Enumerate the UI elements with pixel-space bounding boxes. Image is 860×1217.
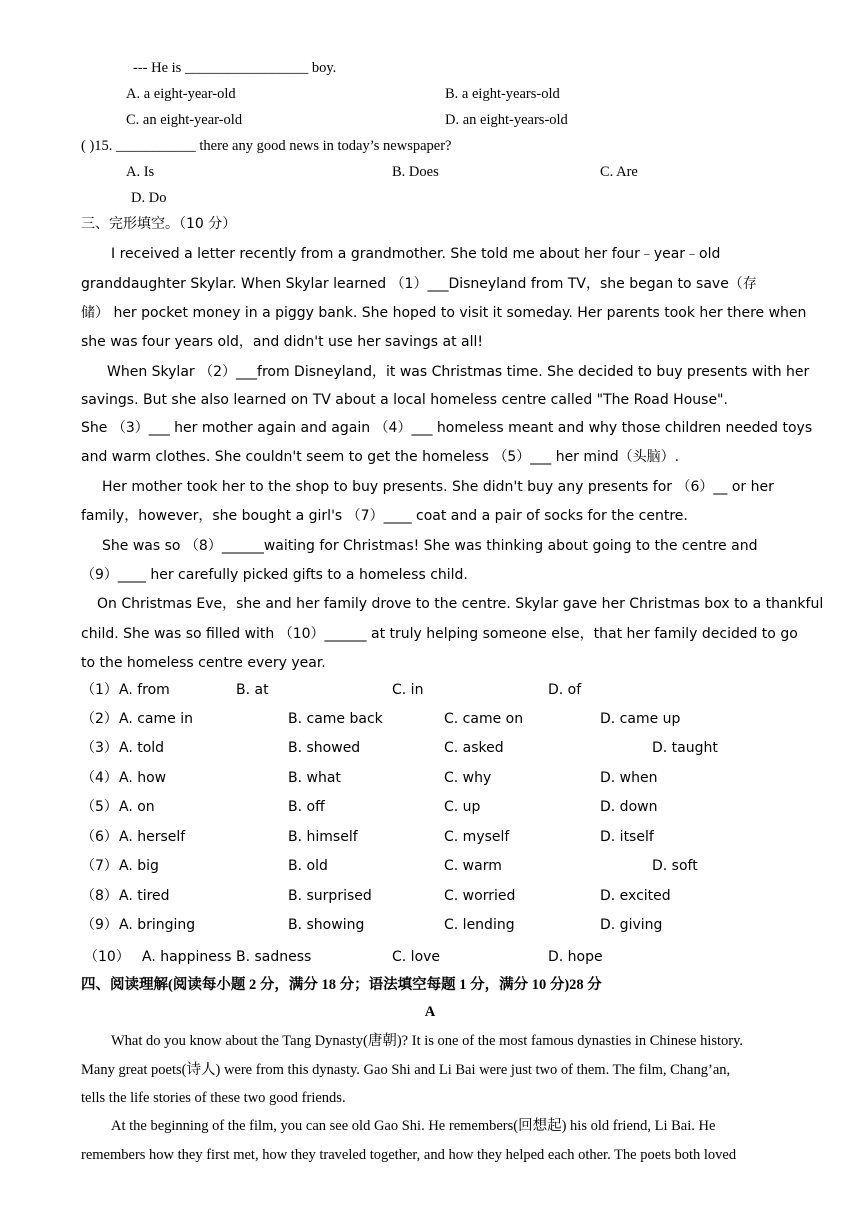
q14-option-d: D. an eight-years-old bbox=[445, 112, 568, 128]
choice-d: D. of bbox=[548, 682, 582, 698]
choice-c: C. asked bbox=[444, 740, 504, 756]
passage-line: （9）____ her carefully picked gifts to a homeless child. bbox=[81, 567, 468, 583]
passage-line: to the homeless centre every year. bbox=[81, 655, 326, 671]
choice-d: D. excited bbox=[600, 888, 671, 904]
passage-line: 储） her pocket money in a piggy bank. She hoped to visit it someday. Her parents took her there when bbox=[81, 305, 807, 321]
q15-option-b: B. Does bbox=[392, 164, 439, 180]
passage-line: she was four years old，and didn't use her savings at all! bbox=[81, 334, 483, 350]
choice-number: （4） bbox=[81, 770, 118, 786]
choice-c: C. in bbox=[392, 682, 424, 698]
passage-line: What do you know about the Tang Dynasty(唐朝)? It is one of the most famous dynasties in Chinese history. bbox=[111, 1033, 744, 1049]
choice-c: C. warm bbox=[444, 858, 502, 874]
passage-line: and warm clothes. She couldn't seem to get the homeless （5）___ her mind（头脑）. bbox=[81, 449, 680, 465]
choice-number: （5） bbox=[81, 799, 118, 815]
choice-a: A. bringing bbox=[119, 917, 196, 933]
choice-b: B. came back bbox=[288, 711, 383, 727]
choice-d: D. taught bbox=[652, 740, 718, 756]
choice-a: A. on bbox=[119, 799, 155, 815]
passage-line: Many great poets(诗人) were from this dynasty. Gao Shi and Li Bai were just two of them. The film, Chang’an, bbox=[81, 1062, 731, 1078]
q15-option-c: C. Are bbox=[600, 164, 638, 180]
q14-option-b: B. a eight-years-old bbox=[445, 86, 560, 102]
choice-c: C. worried bbox=[444, 888, 516, 904]
choice-number: （6） bbox=[81, 829, 118, 845]
choice-a: A. tired bbox=[119, 888, 170, 904]
choice-c: C. love bbox=[392, 949, 441, 965]
q14-stem: --- He is _________________ boy. bbox=[133, 60, 337, 76]
choice-c: C. up bbox=[444, 799, 481, 815]
choice-a: A. happiness bbox=[142, 949, 232, 965]
choice-b: B. old bbox=[288, 858, 328, 874]
q14-option-a: A. a eight-year-old bbox=[126, 86, 236, 102]
choice-a: A. how bbox=[119, 770, 167, 786]
q14-option-c: C. an eight-year-old bbox=[126, 112, 243, 128]
passage-line: savings. But she also learned on TV about a local homeless centre called "The Road House". bbox=[81, 392, 728, 408]
choice-d: D. itself bbox=[600, 829, 654, 845]
passage-line: On Christmas Eve，she and her family drove to the centre. Skylar gave her Christmas box to a thankful bbox=[97, 596, 824, 612]
reading-part-label: A bbox=[424, 1004, 436, 1020]
passage-line: remembers how they first met, how they traveled together, and how they helped each other. The poets both loved bbox=[81, 1147, 737, 1163]
passage-line: tells the life stories of these two good friends. bbox=[81, 1090, 346, 1106]
q15-option-a: A. Is bbox=[126, 164, 155, 180]
choice-b: B. himself bbox=[288, 829, 358, 845]
choice-b: B. at bbox=[236, 682, 269, 698]
choice-d: D. came up bbox=[600, 711, 681, 727]
choice-b: B. showing bbox=[288, 917, 365, 933]
choice-a: A. from bbox=[119, 682, 170, 698]
choice-d: D. hope bbox=[548, 949, 603, 965]
choice-number: （8） bbox=[81, 888, 118, 904]
choice-b: B. surprised bbox=[288, 888, 372, 904]
choice-b: B. off bbox=[288, 799, 325, 815]
q15-option-d: D. Do bbox=[131, 190, 167, 206]
choice-c: C. myself bbox=[444, 829, 510, 845]
choice-c: C. lending bbox=[444, 917, 515, 933]
choice-c: C. came on bbox=[444, 711, 524, 727]
choice-a: A. told bbox=[119, 740, 165, 756]
passage-line: granddaughter Skylar. When Skylar learned （1）___Disneyland from TV，she began to save（存 bbox=[81, 276, 757, 292]
section3-heading: 三、完形填空。（10 分） bbox=[81, 216, 237, 232]
passage-line: She （3）___ her mother again and again （4）___ homeless meant and why those children needed toys bbox=[81, 420, 813, 436]
choice-number: （7） bbox=[81, 858, 118, 874]
passage-line: family，however，she bought a girl's （7）____ coat and a pair of socks for the centre. bbox=[81, 508, 688, 524]
choice-number: （3） bbox=[81, 740, 118, 756]
choice-b: B. sadness bbox=[236, 949, 312, 965]
passage-line: I received a letter recently from a grandmother. She told me about her four﹣year﹣old bbox=[111, 246, 721, 262]
choice-number: （1） bbox=[81, 682, 118, 698]
choice-a: A. herself bbox=[119, 829, 186, 845]
choice-d: D. soft bbox=[652, 858, 698, 874]
choice-number: （10） bbox=[84, 949, 130, 965]
passage-line: child. She was so filled with （10）______ at truly helping someone else，that her family decided to go bbox=[81, 626, 798, 642]
q15-stem: ( )15. ___________ there any good news in today’s newspaper? bbox=[81, 138, 452, 154]
choice-number: （2） bbox=[81, 711, 118, 727]
choice-a: A. came in bbox=[119, 711, 193, 727]
choice-d: D. giving bbox=[600, 917, 663, 933]
choice-number: （9） bbox=[81, 917, 118, 933]
choice-c: C. why bbox=[444, 770, 492, 786]
passage-line: When Skylar （2）___from Disneyland，it was Christmas time. She decided to buy presents with her bbox=[107, 364, 810, 380]
passage-line: She was so （8）______waiting for Christmas! She was thinking about going to the centre and bbox=[102, 538, 758, 554]
passage-line: At the beginning of the film, you can see old Gao Shi. He remembers(回想起) his old friend, Li Bai. He bbox=[111, 1118, 716, 1134]
section4-heading: 四、阅读理解(阅读每小题 2 分，满分 18 分；语法填空每题 1 分，满分 10 分)28 分 bbox=[81, 977, 602, 993]
choice-d: D. when bbox=[600, 770, 658, 786]
passage-line: Her mother took her to the shop to buy presents. She didn't buy any presents for （6）__ or her bbox=[102, 479, 774, 495]
choice-a: A. big bbox=[119, 858, 159, 874]
choice-d: D. down bbox=[600, 799, 658, 815]
choice-b: B. what bbox=[288, 770, 341, 786]
choice-b: B. showed bbox=[288, 740, 361, 756]
